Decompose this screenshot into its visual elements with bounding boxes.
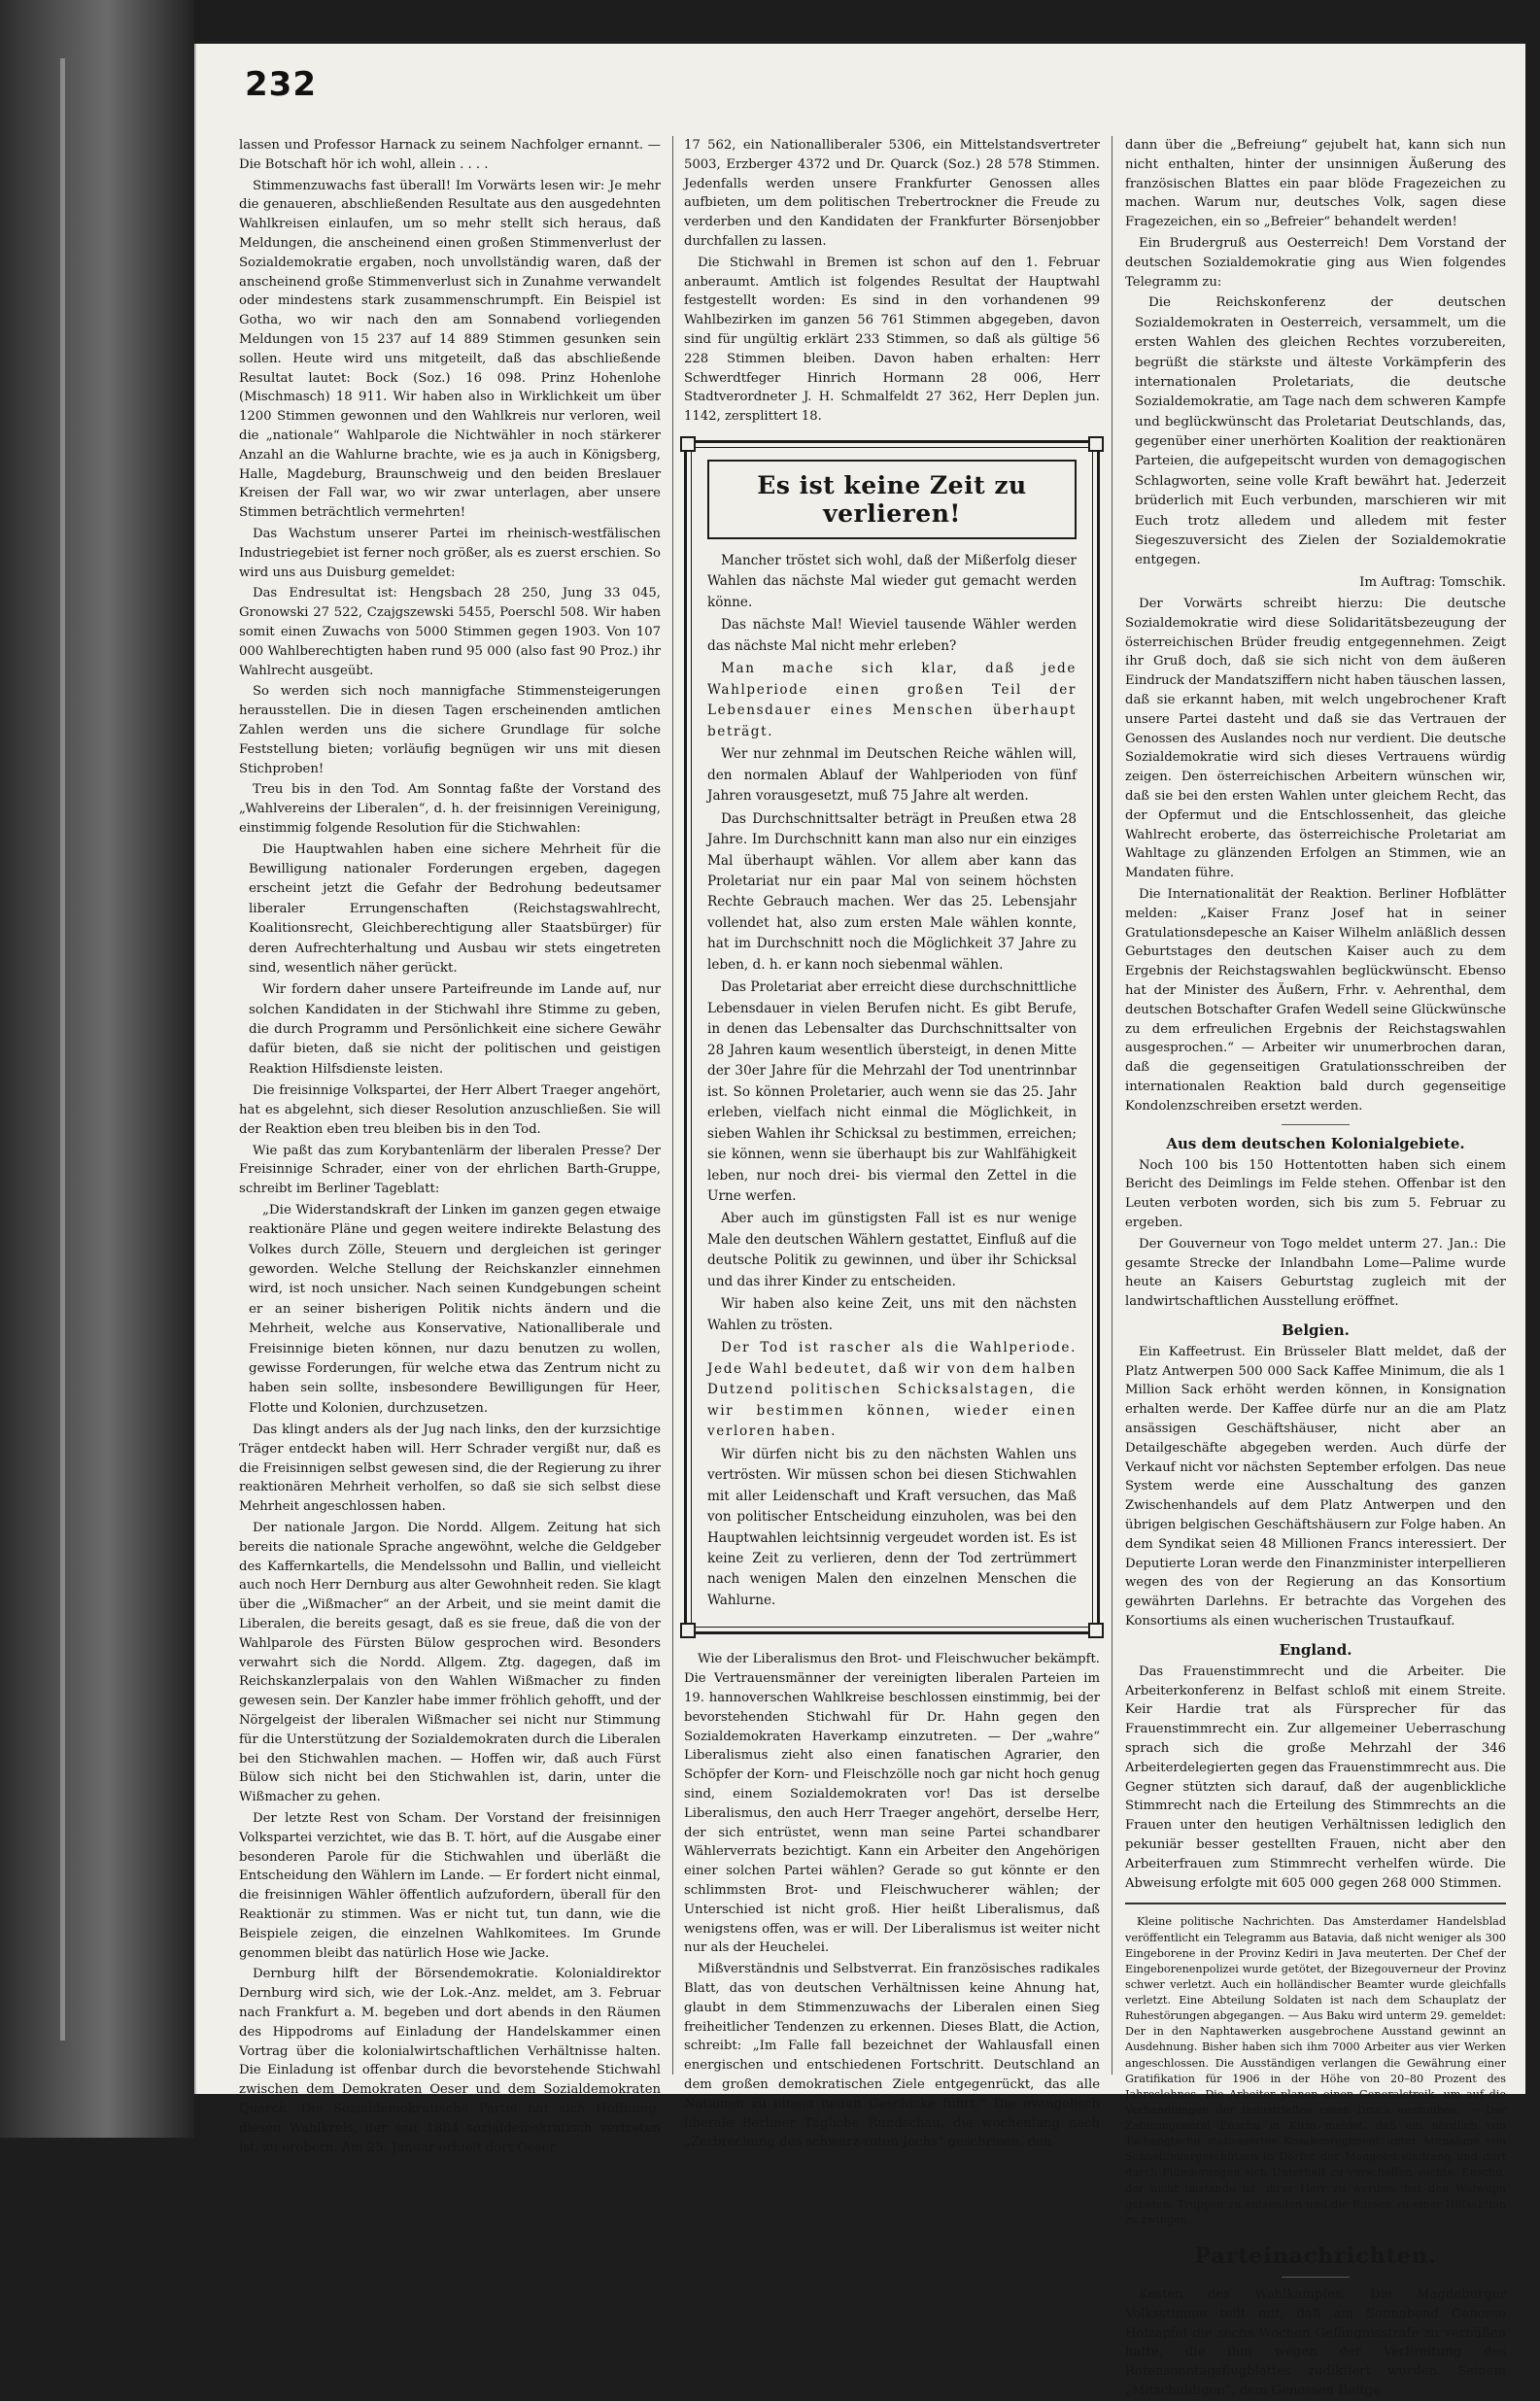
appeal-paragraph: Man mache sich klar, daß jede Wahlperiode einen großen Teil der Lebensdauer eines Menschen überhaupt beträgt.	[707, 661, 1077, 739]
text-paragraph: Der Vorwärts schreibt hierzu: Die deutsche Sozialdemokratie wird diese Solidaritätsbezeugung der österreichischen Brüder freudig entgegennehmen. Zeigt ihr Gruß doch, daß sie sich nicht von dem äußeren Eindruck der Mandatsziffern nicht haben täuschen lassen, daß sie erkannt haben, mit welch ungebrochener Kraft unsere Partei dasteht und daß sie das Vertrauen der Genossen des Auslandes noch nur verdient. Die deutsche Sozialdemokratie wird sich dieses Vertrauens würdig zeigen. Den österreichischen Arbeitern wünschen wir, daß sie bei den ersten Wahlen unter gleichem Recht, das der Opfermut und die Entschlossenheit, das gleiche Wahlrecht eroberte, das österreichische Proletariat am Wahltage zu glänzenden Erfolgen an Stimmen, wie an Mandaten führe.	[1125, 597, 1506, 881]
article-kaffeetrust: Ein Kaffeetrust. Ein Brüsseler Blatt meldet, daß der Platz Antwerpen 500 000 Sack Kaffee Minimum, die als 1 Million Sack erhöht werden können, in Konsignation erhalten werde. Der Kaffee dürfe nur an die am Platz ansässigen Geschäftshäuser, nicht aber an Detailgeschäfte abgegeben werden. Auch dürfe der Verkauf nicht vor nächsten September erfolgen. Das neue System werde eine Ausschaltung des ganzen Zwischenhandels auf dem Platz Antwerpen und den übrigen belgischen Geschäftshäusern zur Folge haben. An dem Syndikat seien 48 Millionen Francs interessiert. Der Deputierte Loran werde den Finanzminister interpellieren wegen des von der Regierung an das Konsortium gewährten Darlehns. Er betrachte das Vorgehen des Konsortiums als einen wucherischen Trustaufkauf.	[1125, 1344, 1506, 1629]
article-internationalitaet: Die Internationalität der Reaktion. Berliner Hofblätter melden: „Kaiser Franz Josef hat in seiner Gratulationsdepesche an Kaiser Wilhelm anläßlich dessen Geburtstages den deutschen Kaiser auch zu dem Ergebnis der Reichstagswahlen beglückwünscht. Ebenso hat der Minister des Äußern, Frhr. v. Aehrenthal, dem deutschen Botschafter Grafen Wedell seine Glückwünsche zu dem erfreulichen Ergebnis der Reichstagswahlen ausgesprochen.“ — Arbeiter wir unumerbrochen daran, daß die gegenseitigen Gratulationsschreiben der internationalen Reaktion bald durch gegenseitige Kondolenzschreiben ersetzt werden.	[1125, 886, 1506, 1114]
binding-line	[60, 58, 65, 2041]
appeal-paragraph: Der Tod ist rascher als die Wahlperiode. Jede Wahl bedeutet, daß wir von dem halben Dutzend politischen Schicksalstagen, die wir bestimmen können, wieder einen verloren haben.	[707, 1340, 1077, 1440]
appeal-paragraph: Aber auch im günstigsten Fall ist es nur wenige Male den deutschen Wählern gestattet, Einfluß auf die deutsche Politik zu gewinnen, und über ihr Schicksal und das ihrer Kinder zu entscheiden.	[707, 1211, 1077, 1289]
corner-ornament	[1088, 436, 1104, 452]
telegram-quote	[1125, 293, 1506, 593]
divider	[1125, 1903, 1506, 1904]
quote-paragraph: „Die Widerstandskraft der Linken im ganzen gegen etwaige reaktionäre Pläne und gegen weitere indirekte Belastung des Volkes durch Zölle, Steuern und dergleichen ist geringer geworden. Welche Stellung der Reichskanzler einnehmen wird, ist noch unsicher. Nach seinen Kundgebungen scheint er an seiner bisherigen Politik nichts ändern und die Mehrheit, welche aus Konservative, Nationalliberale und Freisinnige bieten können, nur dazu benutzen zu wollen, gewisse Forderungen, für welche etwa das Zentrum nicht zu haben sein sollte, insbesondere Bewilligungen für Heer, Flotte und Kolonien, durchzusetzen.	[249, 1202, 661, 1416]
appeal-paragraph: Wer nur zehnmal im Deutschen Reiche wählen will, den normalen Ablauf der Wahlperioden von fünf Jahren vorausgesetzt, muß 75 Jahre alt werden.	[707, 746, 1077, 805]
text-paragraph: lassen und Professor Harnack zu seinem Nachfolger ernannt. — Die Botschaft hör ich wohl, allein . . . .	[239, 138, 661, 172]
text-paragraph: So werden sich noch mannigfache Stimmensteigerungen herausstellen. Die in diesen Tagen erscheinenden amtlichen Zahlen werden uns die sichere Grundlage für solche Feststellung bieten; vorläufig begnügen wir uns mit diesen Stichproben!	[239, 684, 661, 776]
column-right	[1125, 136, 1506, 2398]
text-paragraph: Die freisinnige Volkspartei, der Herr Albert Traeger angehört, hat es abgelehnt, sich dieser Resolution anzuschließen. Sie will der Reaktion eben treu bleiben bis in den Tod.	[239, 1083, 661, 1137]
appeal-title: Es ist keine Zeit zu verlieren!	[707, 460, 1077, 539]
article-stichwahl-bremen: Die Stichwahl in Bremen ist schon auf den 1. Februar anberaumt. Amtlich ist folgendes Resultat der Hauptwahl festgestellt worden: Es sind in den vorhandenen 99 Wahlbezirken im ganzen 56 761 Stimmen abgegeben, davon sind für ungültig erklärt 233 Stimmen, so daß als gültige 56 228 Stimmen bleiben. Davon haben erhalten: Herr Schwerdtfeger Hinrich Hormann 28 006, Herr Stadtverordneter J. H. Schmalfeldt 27 362, Herr Deplen jun. 1142, zersplittert 18.	[684, 255, 1100, 425]
telegram-signature: Im Auftrag: Tomschik.	[1359, 574, 1506, 590]
divider	[1282, 2277, 1350, 2278]
appeal-paragraph: Mancher tröstet sich wohl, daß der Mißerfolg dieser Wahlen das nächste Mal wieder gut gemacht werden könne.	[707, 552, 1077, 610]
corner-ornament	[1088, 1623, 1104, 1638]
text-paragraph: 17 562, ein Nationalliberaler 5306, ein Mittelstandsvertreter 5003, Erzberger 4372 und Dr. Quarck (Soz.) 28 578 Stimmen. Jedenfalls werden unsere Frankfurter Genossen alles aufbieten, um dem politischen Trebertrockner die Freude zu verderben und den Kandidaten der Frankfurter Börsenjobber durchfallen zu lassen.	[684, 138, 1100, 249]
article-kosten-wahlkampf: Kosten des Wahlkampfes. Die Magdeburger Volksstimme teilt mit, daß am Sonnabend Genosse Holzapfel die sechs Wochen Gefängnisstrafe zu verbüßen hatte, die ihm wegen der Verbreitung des Rotensonntagsflugblattes zudiktiert wurden. Seinem „Mitschuldigen“, dem Genossen Beitge	[1125, 2286, 1506, 2398]
article-dernburg: Dernburg hilft der Börsendemokratie. Kolonialdirektor Dernburg wird sich, wie der Lok.-Anz. meldet, am 3. Februar nach Frankfurt a. M. begeben und dort abends in den Räumen des Hippodroms auf Einladung der Handelskammer einen Vortrag über die kolonialwirtschaftlichen Verhältnisse halten. Die Einladung ist offenbar durch die bevorstehende Stichwahl zwischen dem Demokraten Oeser und dem Sozialdemokraten Quarck. Die Sozialdemokratische Partei hat sich Hoffnung, diesen Wahlkreis, der seit 1884 sozialdemokratisch vertreten ist, zu erobern. Am 25. Januar erhielt dort Oeser	[239, 1967, 661, 2155]
divider	[1282, 1124, 1350, 1125]
quote-paragraph: Die Hauptwahlen haben eine sichere Mehrheit für die Bewilligung nationaler Forderungen ergeben, dagegen erscheint jetzt die Gefahr der Bedrohung bedeutsamer liberaler Errungenschaften (Reichstagswahlrecht, Koalitionsrecht, Gleichberechtigung aller Staatsbürger) für deren Aufrechterhaltung und Ausbau wir stets eingetreten sind, wesentlich näher gerückt.	[249, 841, 661, 976]
appeal-box-inner	[691, 447, 1093, 1628]
section-heading-belgien: Belgien.	[1282, 1321, 1350, 1339]
section-heading-parteinachrichten: Parteinachrichten.	[1194, 2243, 1437, 2269]
appeal-paragraph: Das Proletariat aber erreicht diese durchschnittliche Lebensdauer in vielen Berufen nicht. Es gibt Berufe, in denen das Lebensalter das Durchschnittsalter von 28 Jahren kaum wesentlich übersteigt, in denen Mitte der 30er Jahre für die Mehrzahl der Tod unentrinnbar ist. So können Proletarier, auch wenn sie das 25. Jahr erleben, vielfach nicht einmal die Möglichkeit, in sieben Wahlen ihr Schicksal zu bestimmen, erreichen; sie können, wenn sie überhaupt bis zur Wahlfähigkeit leben, nur noch drei- bis viermal den Zettel in die Urne werfen.	[707, 979, 1077, 1205]
article-letzter-rest-von-scham: Der letzte Rest von Scham. Der Vorstand der freisinnigen Volkspartei verzichtet, wie das B. T. hört, auf die Ausgabe einer besonderen Parole für die Stichwahlen und überläßt die Entscheidung den Wählern im Lande. — Er fordert nicht einmal, die freisinnigen Wähler öffentlich aufzufordern, überall für den Reaktionär zu stimmen. Was er nicht tut, tun dann, wie die Beispiele zeigen, die einzelnen Wahlkomitees. Im Grunde genommen bleibt das natürlich Hose wie Jacke.	[239, 1811, 661, 1961]
appeal-paragraph: Das nächste Mal! Wieviel tausende Wähler werden das nächste Mal nicht mehr erleben?	[707, 617, 1077, 654]
scan-binding-edge	[0, 0, 194, 2138]
duisburg-result: Das Endresultat ist: Hengsbach 28 250, Jung 33 045, Gronowski 27 522, Czajgszewski 5455, Poerschl 508. Wir haben somit einen Zuwachs von 5000 Stimmen gegen 1903. Von 107 000 Wahlberechtigten haben rund 95 000 (also fast 90 Proz.) ihr Wahlrecht ausgeübt.	[239, 586, 661, 678]
article-brot-und-fleischwucher: Wie der Liberalismus den Brot- und Fleischwucher bekämpft. Die Vertrauensmänner der vereinigten liberalen Parteien im 19. hannoverschen Wahlkreise beschlossen einstimmig, bei der bevorstehenden Stichwahl für Dr. Hahn gegen den Sozialdemokraten Haverkamp einzutreten. — Der „wahre“ Liberalismus zieht also einen fanatischen Agrarier, den Schöpfer der Korn- und Fleischzölle noch gar nicht hoch genug sind, einem Sozialdemokraten vor! Das ist derselbe Liberalismus, den auch Herr Traeger angehört, derselbe Herr, der sich entrüstet, wenn man seine Partei schandbarer Wählerverrats bezichtigt. Kann ein Arbeiter den Angehörigen einer solchen Partei wählen? Gerade so gut könnte er den schlimmsten Brot- und Fleischwucherer wählen; der Unterschied ist nicht groß. Hier heißt Liberalismus, daß wenigstens offen, was er will. Der Liberalismus ist weiter nicht nur als der Heuchelei.	[684, 1652, 1100, 1956]
appeal-paragraph: Wir haben also keine Zeit, uns mit den nächsten Wahlen zu trösten.	[707, 1296, 1077, 1333]
article-brudergruss: Ein Brudergruß aus Oesterreich! Dem Vorstand der deutschen Sozialdemokratie ging aus Wien folgendes Telegramm zu:	[1125, 235, 1506, 290]
resolution-quote	[239, 840, 661, 1080]
appeal-paragraph: Das Durchschnittsalter beträgt in Preußen etwa 28 Jahre. Im Durchschnitt kann man also nur ein einziges Mal überhaupt wählen. Vor allem aber kann das Proletariat nur ein paar Mal von seinem höchsten Rechte Gebrauch machen. Wer das 25. Lebensjahr vollendet hat, also zum ersten Male wählen konnte, hat im Durchschnitt noch die Möglichkeit 37 Jahre zu leben, d. h. er kann noch siebenmal wählen.	[707, 810, 1077, 973]
column-left	[239, 136, 661, 2155]
article-stimmenzuwachs: Stimmenzuwachs fast überall! Im Vorwärts lesen wir: Je mehr die genaueren, abschließenden Resultate aus den ausgedehnten Wahlkreisen einlaufen, um so mehr stellt sich heraus, daß Meldungen, die anscheinend einen großen Stimmenverlust der Sozialdemokratie ergaben, noch unvollständig waren, daß der anscheinend große Stimmenverlust sich in Zunahme verwandelt oder mindestens stark zusammenschrumpft. Ein Beispiel ist Gotha, wo wir nach den am Sonnabend vorliegenden Meldungen von 15 237 auf 14 889 Stimmen gesunken sein sollen. Heute wird uns mitgeteilt, daß das abschließende Resultat lautet: Bock (Soz.) 16 098. Prinz Hohenlohe (Mischmasch) 18 911. Wir haben also in Wirklichkeit um über 1200 Stimmen gewonnen und den Wahlkreis nur verloren, weil die „nationale“ Wahlparole die Nichtwähler in noch stärkerer Anzahl an die Wahlurne brachte, wie es ja auch in Königsberg, Halle, Magdeburg, Braunschweig und den beiden Breslauer Kreisen der Fall war, wo wir zwar unterlagen, aber unsere Stimmen beträchtlich vermehrten!	[239, 178, 661, 521]
text-paragraph: Noch 100 bis 150 Hottentotten haben sich einem Bericht des Deimlings im Felde stehen. Offenbar ist den Leuten verboten worden, sich bis zum 5. Februar zu ergeben.	[1125, 1157, 1506, 1230]
schrader-quote	[239, 1201, 661, 1419]
article-nationaler-jargon: Der nationale Jargon. Die Nordd. Allgem. Zeitung hat sich bereits die nationale Sprache angewöhnt, welche die Geldgeber des Kaffernkartells, die Mendelssohn und Ballin, und vielleicht auch noch Herr Dernburg aus alter Gewohnheit reden. Sie klagt über die „Wißmacher“ an der Arbeit, und sie meint damit die Liberalen, die bereits gesagt, daß es sie freue, daß die von der Wahlparole des Fürsten Bülow gesprochen wird. Besonders verwahrt sich die Nordd. Allgem. Ztg. dagegen, daß im Reichskanzlerpalais von den Wahlen Wißmacher zu finden gewesen sein. Der Kanzler habe immer fröhlich gehofft, und der Nörgelgeist der liberalen Wißmacher sei nicht nur Stimmung für die Unterstützung der Sozialdemokraten durch die Liberalen bei den Stichwahlen machen. — Hoffen wir, daß auch Fürst Bülow sich nicht bei den Stichwahlen ist, darin, unter die Wißmacher zu gehen.	[239, 1521, 661, 1805]
article-gouverneur-togo: Der Gouverneur von Togo meldet unterm 27. Jan.: Die gesamte Strecke der Inlandbahn Lome—Palime wurde heute an Kaisers Geburtstag zugleich mit der landwirtschaftlichen Ausstellung eröffnet.	[1125, 1236, 1506, 1310]
text-paragraph: dann über die „Befreiung“ gejubelt hat, kann sich nun nicht enthalten, hinter der unsinnigen Äußerung des französischen Blattes ein paar blöde Fragezeichen zu machen. Warum nur, deutsches Volk, sagen diese Fragezeichen, ein so „Befreier“ behandelt werden!	[1125, 138, 1506, 230]
article-frauenstimmrecht: Das Frauenstimmrecht und die Arbeiter. Die Arbeiterkonferenz in Belfast schloß mit einem Streite. Keir Hardie trat als Fürsprecher für das Frauenstimmrecht ein. Zur allgemeiner Ueberraschung sprach sich die große Mehrzahl der 346 Arbeiterdelegierten gegen das Frauenstimmrecht aus. Die Gegner stützten sich darauf, daß der augenblickliche Stimmrecht nach die Erteilung des Stimmrechts an die Frauen unter den heutigen Verhältnissen lediglich den pekuniär besser gestellten Frauen, nicht aber den Arbeiterfrauen zum Stimmrecht verhelfen würde. Die Abweisung erfolgte mit 605 000 gegen 268 000 Stimmen.	[1125, 1664, 1506, 1891]
text-paragraph: Das Wachstum unserer Partei im rheinisch-westfälischen Industriegebiet ist ferner noch größer, als es zuerst erschien. So wird uns aus Duisburg gemeldet:	[239, 526, 661, 580]
page-number: 232	[245, 65, 317, 104]
article-kleine-nachrichten: Kleine politische Nachrichten. Das Amsterdamer Handelsblad veröffentlicht ein Telegramm aus Batavia, daß nicht weniger als 300 Eingeborene in der Provinz Kediri in Java meuterten. Der Chef der Eingeborenenpolizei wurde getötet, der Bizegouverneur der Provinz schwer verletzt. Auch ein holländischer Beamter wurde gleichfalls verletzt. Eine Abteilung Soldaten ist nach dem Schauplatz der Ruhestörungen abgegangen. — Aus Baku wird unterm 29. gemeldet: Der in den Naphtawerken ausgebrochene Ausstand gewinnt an Ausdehnung. Bisher haben sich ihm 7000 Arbeiter aus vier Werken angeschlossen. Die Ausständigen verlangen die Gewährung einer Gratifikation für 1906 in der Höhe von 20–80 Prozent des Jahreslohnes. Die Arbeiter planen einen Generalstreik, um auf die Verhandlungen der Industriellen einen Druck auszuüben. — Der Zatarengeneral Enschu in Kirin meldet, daß ein nördlich von Tschangtschu stationiertes Kosakenregiment unter Mitnahme von Schnellfeuergeschützen in Dörfer der Mongolei eindrang und dort durch Plünderungen sich Unterhalt zu verschaffen suchte. Enschu, der nicht imstande ist, ihrer Herr zu werden, hat den Waiwupu gebeten, Truppen zu entsenden und die Russen zu einer Hilfsaktion zu zwingen.	[1125, 1915, 1506, 2226]
article-missverstaendnis: Mißverständnis und Selbstverrat. Ein französisches radikales Blatt, das von deutschen Verhältnissen keine Ahnung hat, glaubt in dem Stimmenzuwachs der Liberalen einen Sieg freiheitlicher Tendenzen zu erkennen. Dieses Blatt, die Action, schreibt: „Im Falle fall bezeichnet der Wahlausfall einen energischen und entschiedenen Fortschritt. Deutschland an dem großen demokratischen Ziele entgegenrückt, das alle Nationen zu einem neuen Geschicke führt.“ Die evangelisch liberale Berliner Tägliche Rundschau, die wochenlang nach „Zerbrechung des schwarz-roten Jochs“ geschrieen, den	[684, 1962, 1100, 2150]
appeal-paragraph: Wir dürfen nicht bis zu den nächsten Wahlen uns vertrösten. Wir müssen schon bei diesen Stichwahlen mit aller Leidenschaft und Kraft versuchen, das Maß von politischer Entscheidung einzuholen, was bei den Hauptwahlen leichtsinnig vergeudet worden ist. Es ist keine Zeit zu verlieren, denn der Tod zertrümmert nach wenigen Malen den einzelnen Menschen die Wahlurne.	[707, 1446, 1077, 1608]
article-treu-bis-in-den-tod: Treu bis in den Tod. Am Sonntag faßte der Vorstand des „Wahlvereins der Liberalen“, d. h. der freisinnigen Vereinigung, einstimmig folgende Resolution für die Stichwahlen:	[239, 782, 661, 836]
corner-ornament	[680, 436, 696, 452]
text-paragraph: Das klingt anders als der Jug nach links, den der kurzsichtige Träger entdeckt haben will. Herr Schrader vergißt nur, daß es die Freisinnigen selbst gewesen sind, die der Regierung zu ihrer reaktionären Mehrheit verholfen, so daß sie sich selbst diese Mehrheit angeschlossen haben.	[239, 1423, 661, 1515]
corner-ornament	[680, 1623, 696, 1638]
article-korybantenlaerm: Wie paßt das zum Korybantenlärm der liberalen Presse? Der Freisinnige Schrader, einer von der ehrlichen Barth-Gruppe, schreibt im Berliner Tageblatt:	[239, 1143, 661, 1197]
column-rule-1	[672, 136, 673, 2075]
quote-paragraph: Die Reichskonferenz der deutschen Sozialdemokraten in Oesterreich, versammelt, um die ersten Wahlen des gleichen Rechtes vorzubereiten, begrüßt die stärkste und älteste Vorkämpferin des internationalen Proletariats, die deutsche Sozialdemokratie, am Tage nach dem schweren Kampfe und beglückwünscht das Proletariat Deutschlands, das, gegenüber einer unerhörten Koalition der reaktionären Parteien, die aufgepeitscht wurden von demagogischen Schlagworten, seine volle Kraft bewährt hat. Jederzeit brüderlich mit Euch verbunden, marschieren wir mit Euch trotz alledem und alledem mit fester Siegeszuversicht des Zielen der Sozialdemokratie entgegen.	[1135, 295, 1506, 568]
quote-paragraph: Wir fordern daher unsere Parteifreunde im Lande auf, nur solchen Kandidaten in der Stichwahl ihre Stimme zu geben, die durch Programm und Persönlichkeit eine sichere Gewähr dafür bieten, daß sie nicht der politischen und geistigen Reaktion Hilfsdienste leisten.	[249, 982, 661, 1077]
section-heading-england: England.	[1279, 1640, 1352, 1659]
small-news	[1125, 1914, 1506, 2228]
newspaper-page	[194, 44, 1525, 2398]
appeal-box	[684, 440, 1100, 1634]
section-heading-kolonialgebiete: Aus dem deutschen Kolonialgebiete.	[1166, 1134, 1465, 1152]
column-middle	[684, 136, 1100, 2150]
